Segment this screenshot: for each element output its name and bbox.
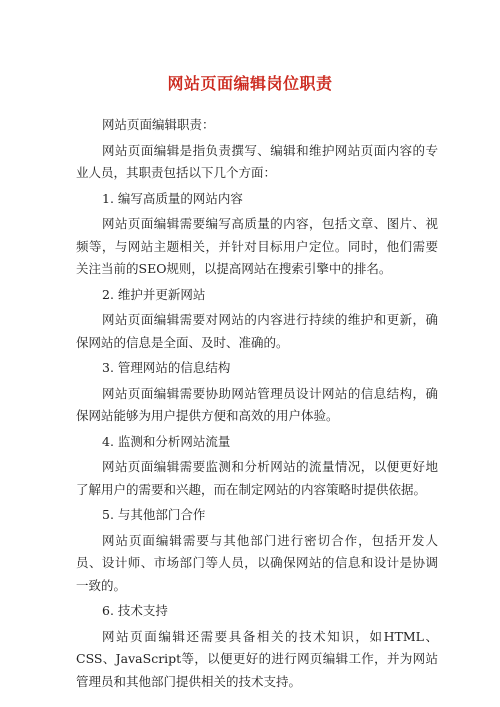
intro-paragraph: 网站页面编辑是指负责撰写、编辑和维护网站页面内容的专业人员，其职责包括以下几个方面： — [76, 142, 438, 180]
section-heading: 3. 管理网站的信息结构 — [102, 360, 231, 375]
document-body — [76, 114, 438, 696]
section-heading: 4. 监测和分析网站流量 — [102, 433, 231, 449]
section-paragraph: 网站页面编辑还需要具备相关的技术知识，如HTML、CSS、JavaScript等，以便更好的进行网页编辑工作，并为网站管理员和其他部门提供相关的技术支持。 — [76, 628, 438, 689]
document-title: 网站页面编辑岗位职责 — [167, 74, 333, 93]
section-heading: 1. 编写高质量的网站内容 — [102, 190, 243, 206]
section-paragraph: 网站页面编辑需要与其他部门进行密切合作，包括开发人员、设计师、市场部门等人员，以确保网站的信息和设计是协调一致的。 — [76, 532, 438, 593]
section-heading: 2. 维护并更新网站 — [102, 286, 206, 302]
section-paragraph: 网站页面编辑需要对网站的内容进行持续的维护和更新，确保网站的信息是全面、及时、准确的。 — [76, 312, 438, 350]
section-paragraph: 网站页面编辑需要编写高质量的内容，包括文章、图片、视频等，与网站主题相关，并针对目标用户定位。同时，他们需要关注当前的SEO规则，以提高网站在搜索引擎中的排名。 — [76, 216, 438, 276]
section-heading: 6. 技术支持 — [102, 603, 168, 618]
section-intro-label: 网站页面编辑职责： — [102, 117, 215, 132]
section-heading: 5. 与其他部门合作 — [102, 507, 206, 522]
section-paragraph: 网站页面编辑需要协助网站管理员设计网站的信息结构，确保网站能够为用户提供方便和高效的用户体验。 — [76, 385, 438, 423]
section-paragraph: 网站页面编辑需要监测和分析网站的流量情况，以便更好地了解用户的需要和兴趣，而在制定网站的内容策略时提供依据。 — [76, 459, 438, 497]
